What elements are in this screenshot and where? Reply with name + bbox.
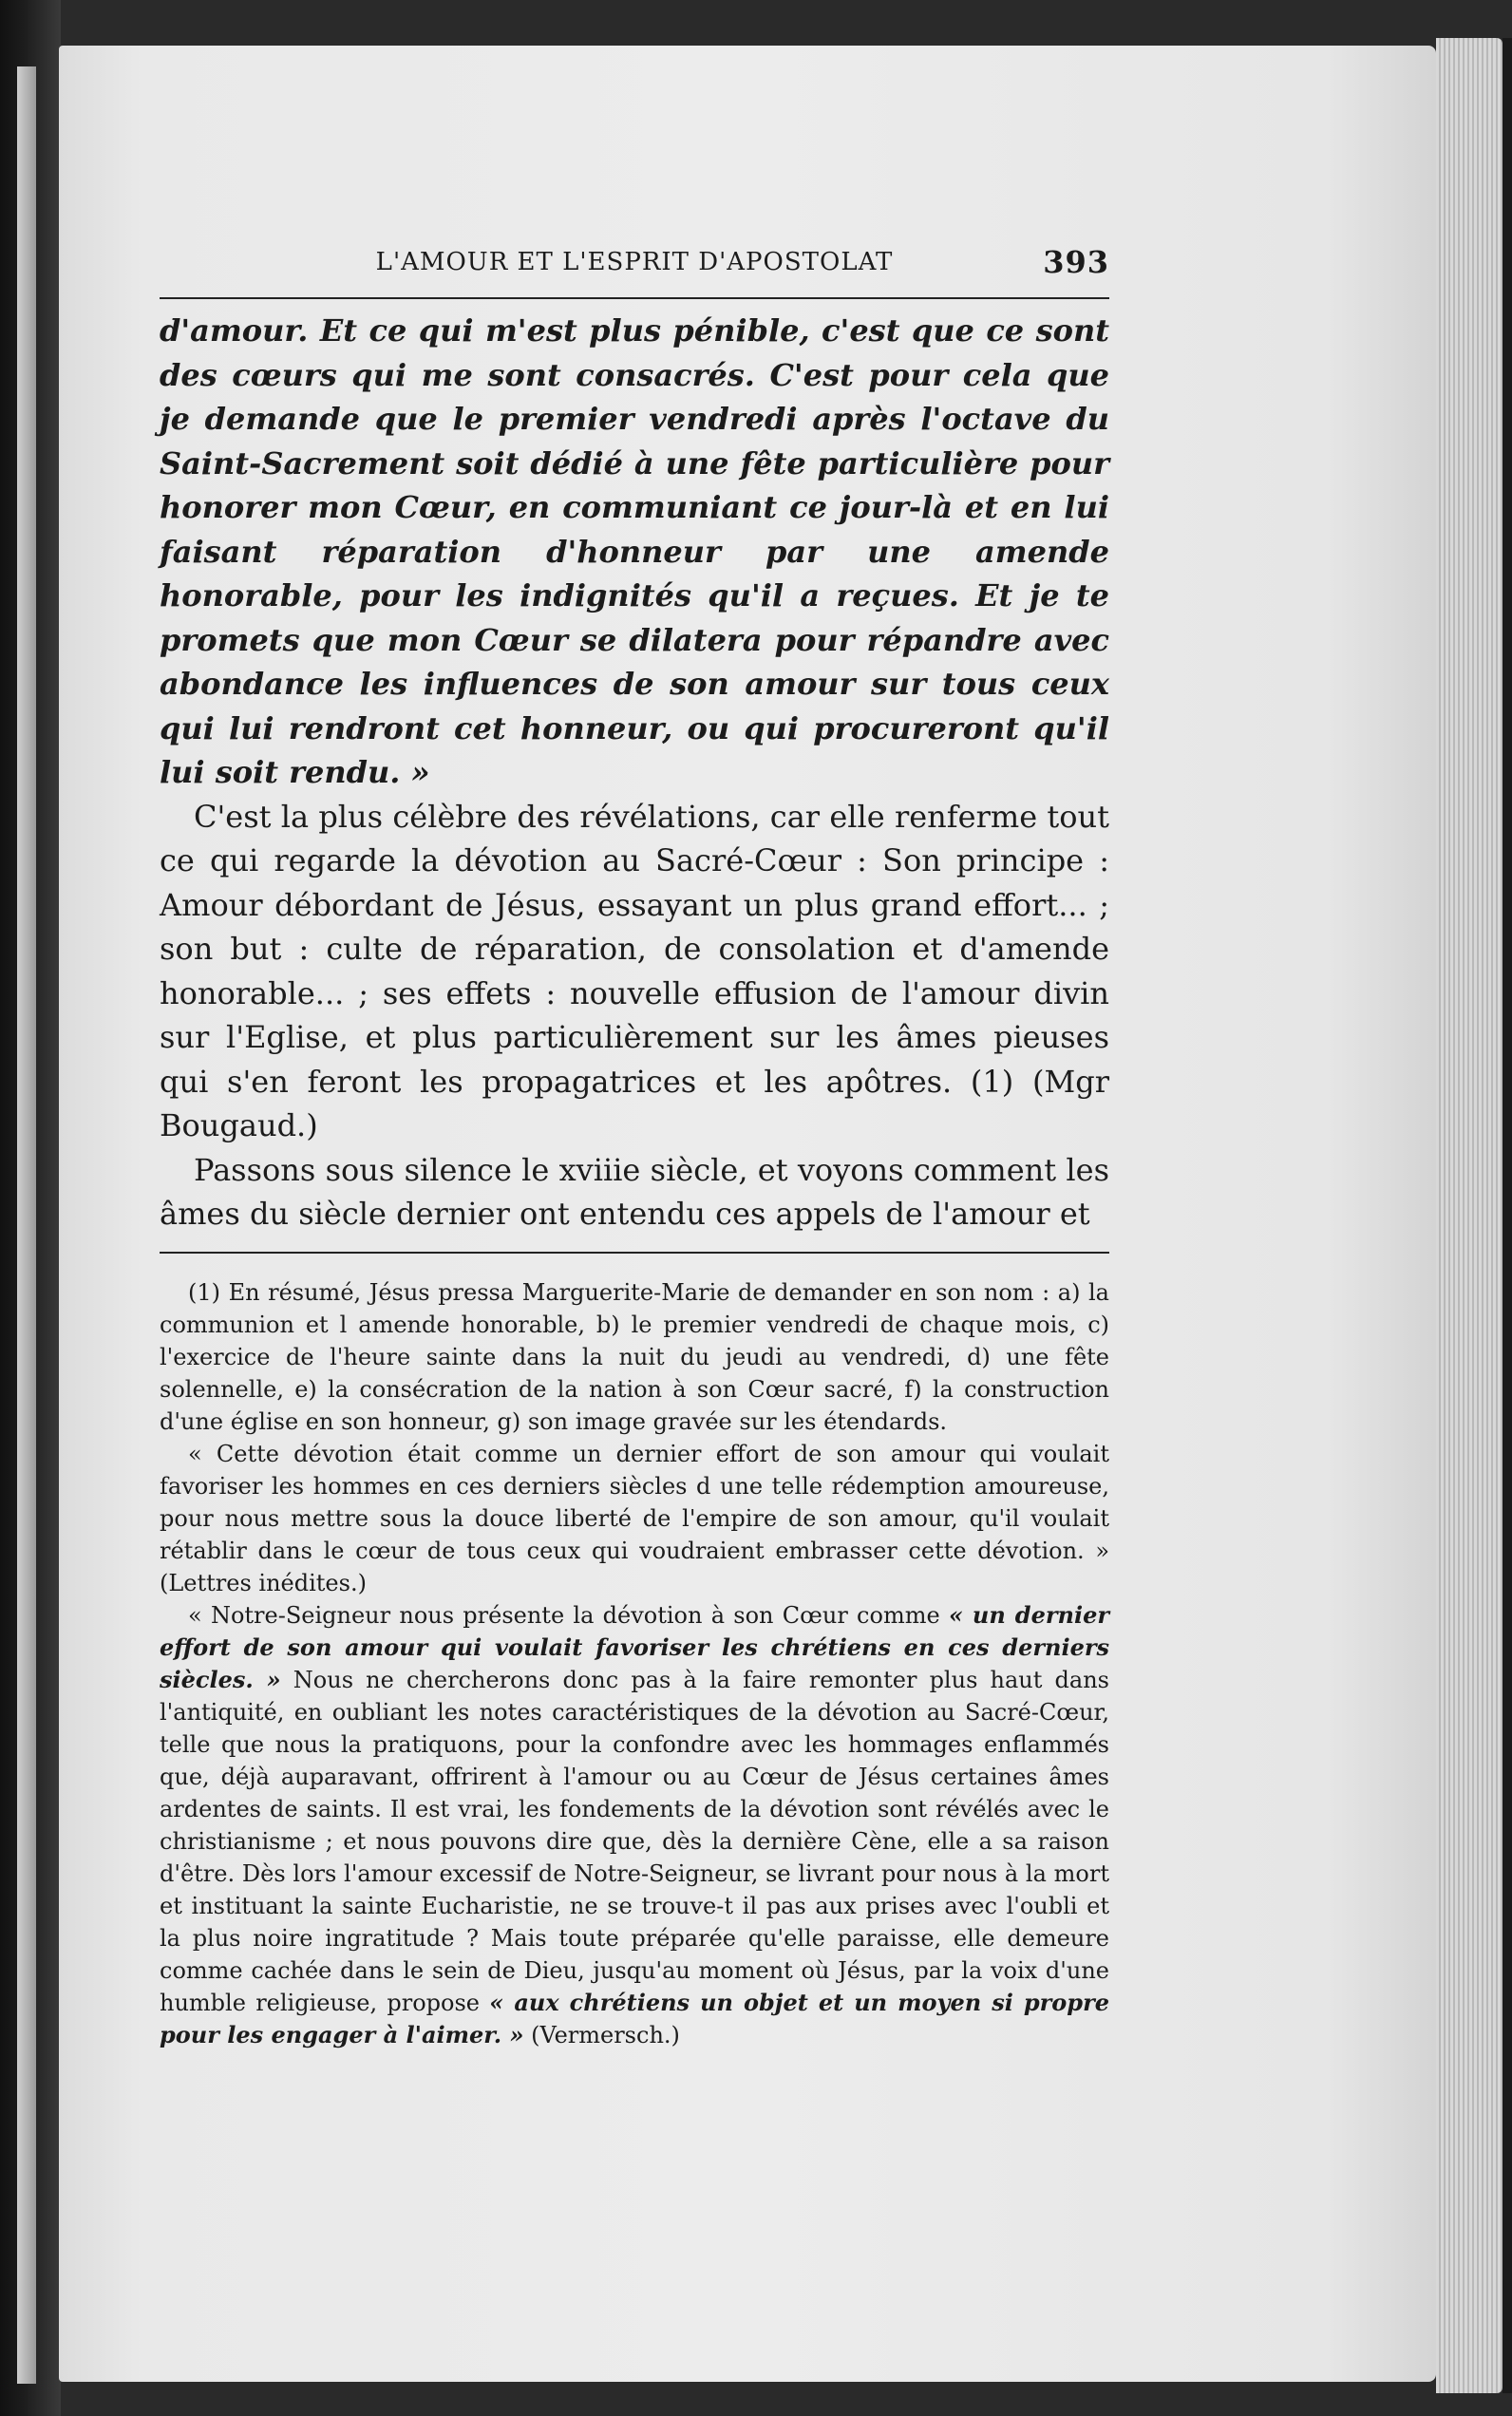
footnote-vermersch-quote-1: « un dernier effort de son amour qui voulait favoriser les chrétiens en ces derniers siècles. » <box>160 1600 1109 1693</box>
quote-continuation: d'amour. Et ce qui m'est plus pénible, c'est que ce sont des cœurs qui me sont consacrés. C'est pour cela que je demande que le premier vendredi après l'octave du Saint-Sacrement soit dédié à une fête particulière pour honorer mon Cœur, en communiant ce jour-là et en lui faisant réparation d'honneur par une amende honorable, pour les indignités qu'il a reçues. Et je te promets que mon Cœur se dilatera pour répandre avec abondance les influences de son amour sur tous ceux qui lui rendront cet honneur, ou qui procureront qu'il lui soit rendu. » <box>160 312 1109 790</box>
paragraph-revelation: C'est la plus célèbre des révélations, car elle renferme tout ce qui regarde la dévotion au Sacré-Cœur : Son principe : Amour débordant de Jésus, essayant un plus grand effort... ; son but : culte de réparation, de consolation et d'amende honorable... ; ses effets : nouvelle effusion de l'amour divin sur l'Eglise, et plus particulièrement sur les âmes pieuses qui s'en feront les propagatrices et les apôtres. (1) (Mgr Bougaud.) <box>160 798 1109 1143</box>
previous-page-strip <box>17 66 36 2384</box>
scan-right-edge <box>1503 38 1512 2393</box>
header-rule <box>160 297 1109 299</box>
footnote-vermersch-part-a: « Notre-Seigneur nous présente la dévotion à son Cœur comme <box>188 1601 949 1629</box>
running-head <box>160 242 1109 288</box>
running-title: L'AMOUR ET L'ESPRIT D'APOSTOLAT <box>375 248 894 276</box>
footnote-1: (1) En résumé, Jésus pressa Marguerite-Marie de demander en son nom : a) la communion et l amende honorable, b) le premier vendredi de chaque mois, c) l'exercice de l'heure sainte dans la nuit du jeudi au vendredi, d) une fête solennelle, e) la consécration de la nation à son Cœur sacré, f) la construction d'une église en son honneur, g) son image gravée sur les étendards. <box>160 1278 1109 1435</box>
footnote-vermersch <box>160 1599 1109 2051</box>
paragraph-passons: Passons sous silence le xviiie siècle, et voyons comment les âmes du siècle dernier ont entendu ces appels de l'amour et <box>160 1151 1109 1232</box>
body-text <box>160 309 1109 1236</box>
page-content <box>160 242 1109 2051</box>
page-number: 393 <box>1043 244 1109 280</box>
footnote-lettres: « Cette dévotion était comme un dernier effort de son amour qui voulait favoriser les hommes en ces derniers siècles d une telle rédemption amoureuse, pour nous mettre sous la douce liberté de l'empire de son amour, qu'il voulait rétablir dans le cœur de tous ceux qui voudraient embrasser cette dévotion. » (Lettres inédites.) <box>160 1440 1109 1596</box>
footnote-vermersch-quote-2: « aux chrétiens un objet et un moyen si propre pour les engager à l'aimer. » <box>160 1988 1109 2048</box>
page-stack-edge <box>1436 38 1503 2393</box>
footnote-vermersch-source: (Vermersch.) <box>523 2021 680 2048</box>
footnotes <box>160 1276 1109 2051</box>
footnote-vermersch-part-c: Nous ne chercherons donc pas à la faire remonter plus haut dans l'antiquité, en oubliant les notes caractéristiques de la dévotion au Sacré-Cœur, telle que nous la pratiquons, pour la confondre avec les hommages enflammés que, déjà auparavant, offrirent à l'amour ou au Cœur de Jésus certaines âmes ardentes de saints. Il est vrai, les fondements de la dévotion sont révélés avec le christianisme ; et nous pouvons dire que, dès la dernière Cène, elle a sa raison d'être. Dès lors l'amour excessif de Notre-Seigneur, se livrant pour nous à la mort et instituant la sainte Eucharistie, ne se trouve-t il pas aux prises avec l'oubli et la plus noire ingratitude ? Mais toute préparée qu'elle paraisse, elle demeure comme cachée dans le sein de Dieu, jusqu'au moment où Jésus, par la voix d'une humble religieuse, propose <box>160 1666 1109 2016</box>
footnote-rule <box>160 1252 1109 1254</box>
